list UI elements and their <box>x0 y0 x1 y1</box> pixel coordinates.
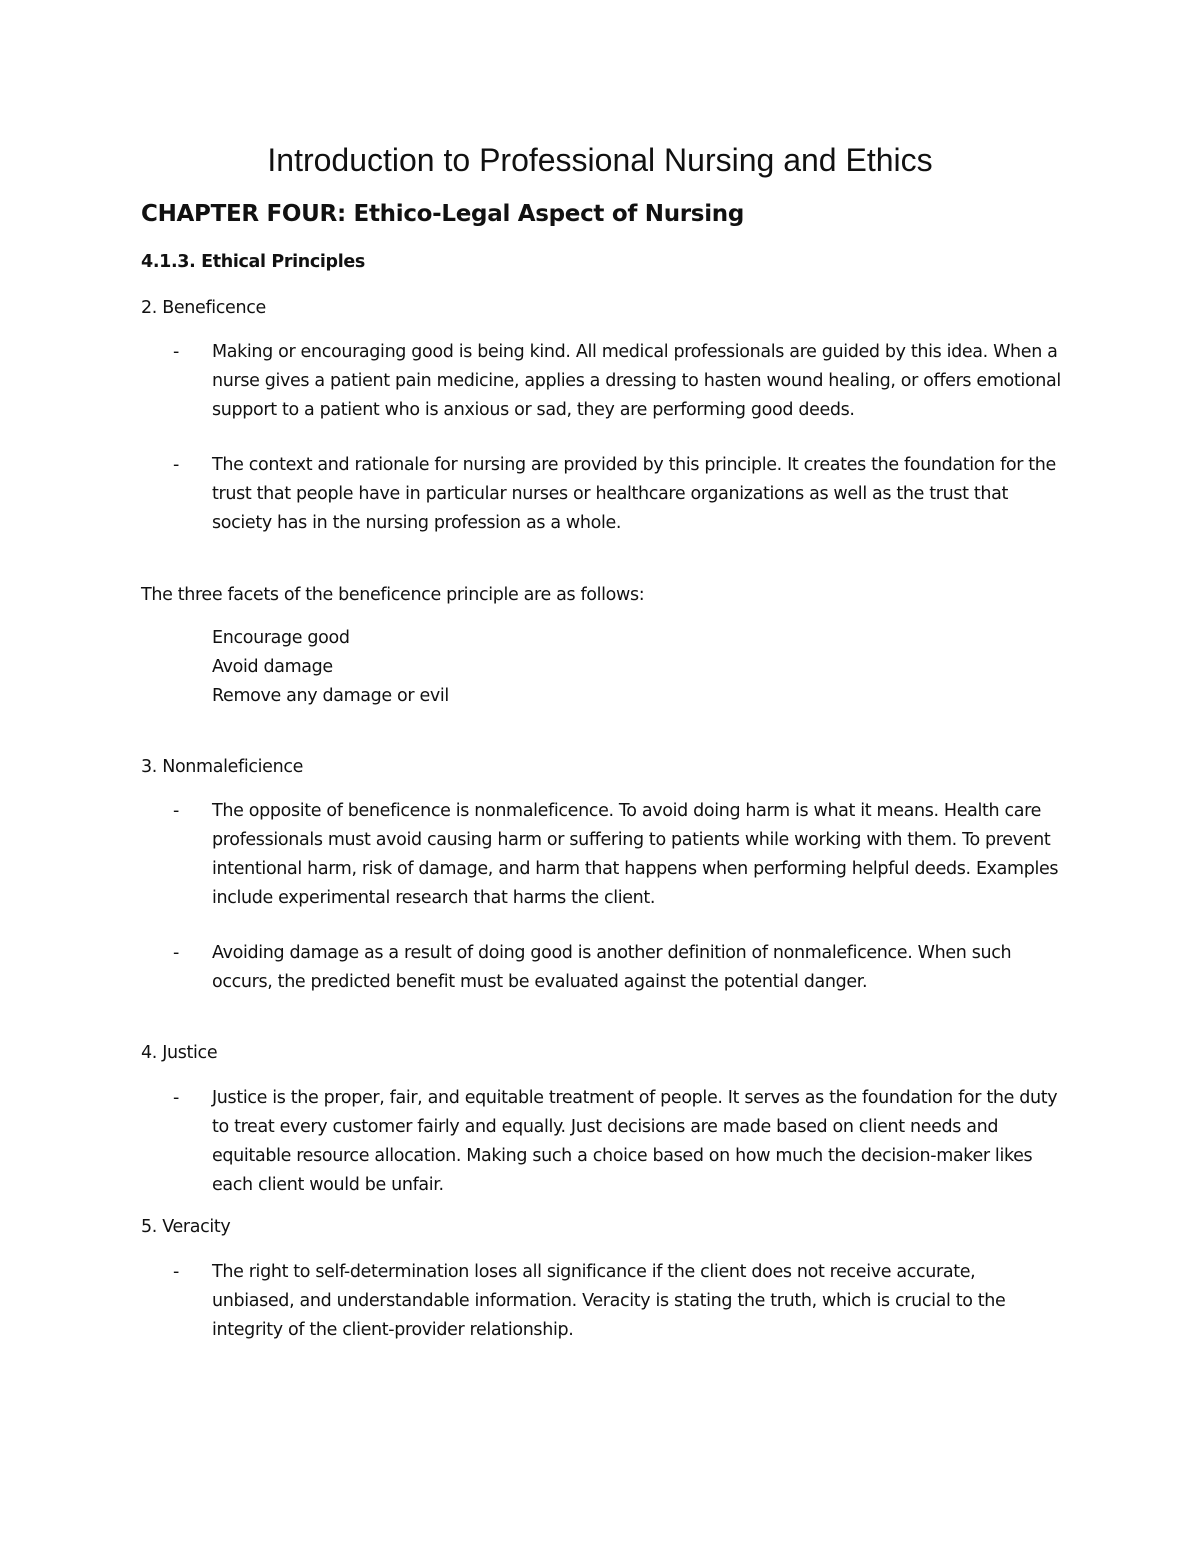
justice-heading: 4. Justice <box>141 1043 218 1063</box>
section-heading: 4.1.3. Ethical Principles <box>141 252 365 272</box>
facets-list <box>212 624 449 711</box>
facet-item: Avoid damage <box>212 657 333 677</box>
bullet-dash: - <box>173 943 179 963</box>
facets-intro: The three facets of the beneficence principle are as follows: <box>141 585 645 605</box>
bullet-text: Avoiding damage as a result of doing good is another definition of nonmaleficence. When such occurs, the predicted benefit must be evaluated against the potential danger. <box>212 943 1012 992</box>
chapter-heading: CHAPTER FOUR: Ethico-Legal Aspect of Nursing <box>141 201 745 227</box>
bullet-dash: - <box>173 1088 179 1108</box>
bullet-text: The right to self-determination loses all significance if the client does not receive accurate, unbiased, and understandable information. Veracity is stating the truth, which is crucial to the integrity of the client-provider relationship. <box>212 1262 1006 1340</box>
bullet-text: Justice is the proper, fair, and equitable treatment of people. It serves as the foundation for the duty to treat every customer fairly and equally. Just decisions are made based on client needs and equitable resource allocation. Making such a choice based on how much the decision-maker likes each client would be unfair. <box>212 1088 1058 1195</box>
bullet-text: The context and rationale for nursing are provided by this principle. It creates the foundation for the trust that people have in particular nurses or healthcare organizations as well as the trust that society has in the nursing profession as a whole. <box>212 455 1056 533</box>
bullet-dash: - <box>173 1262 179 1282</box>
beneficence-heading: 2. Beneficence <box>141 298 266 318</box>
bullet-text: Making or encouraging good is being kind. All medical professionals are guided by this idea. When a nurse gives a patient pain medicine, applies a dressing to hasten wound healing, or offers emotional support to a patient who is anxious or sad, they are performing good deeds. <box>212 342 1061 420</box>
facet-item: Remove any damage or evil <box>212 686 449 706</box>
veracity-heading: 5. Veracity <box>141 1217 231 1237</box>
nonmaleficence-heading: 3. Nonmaleficience <box>141 757 304 777</box>
bullet-text: The opposite of beneficence is nonmaleficence. To avoid doing harm is what it means. Health care professionals must avoid causing harm or suffering to patients while working with them. To prevent intentional harm, risk of damage, and harm that happens when performing helpful deeds. Examples include experimental research that harms the client. <box>212 801 1059 908</box>
bullet-dash: - <box>173 455 179 475</box>
document-title: Introduction to Professional Nursing and Ethics <box>267 142 933 178</box>
facet-item: Encourage good <box>212 628 350 648</box>
bullet-dash: - <box>173 342 179 362</box>
bullet-dash: - <box>173 801 179 821</box>
